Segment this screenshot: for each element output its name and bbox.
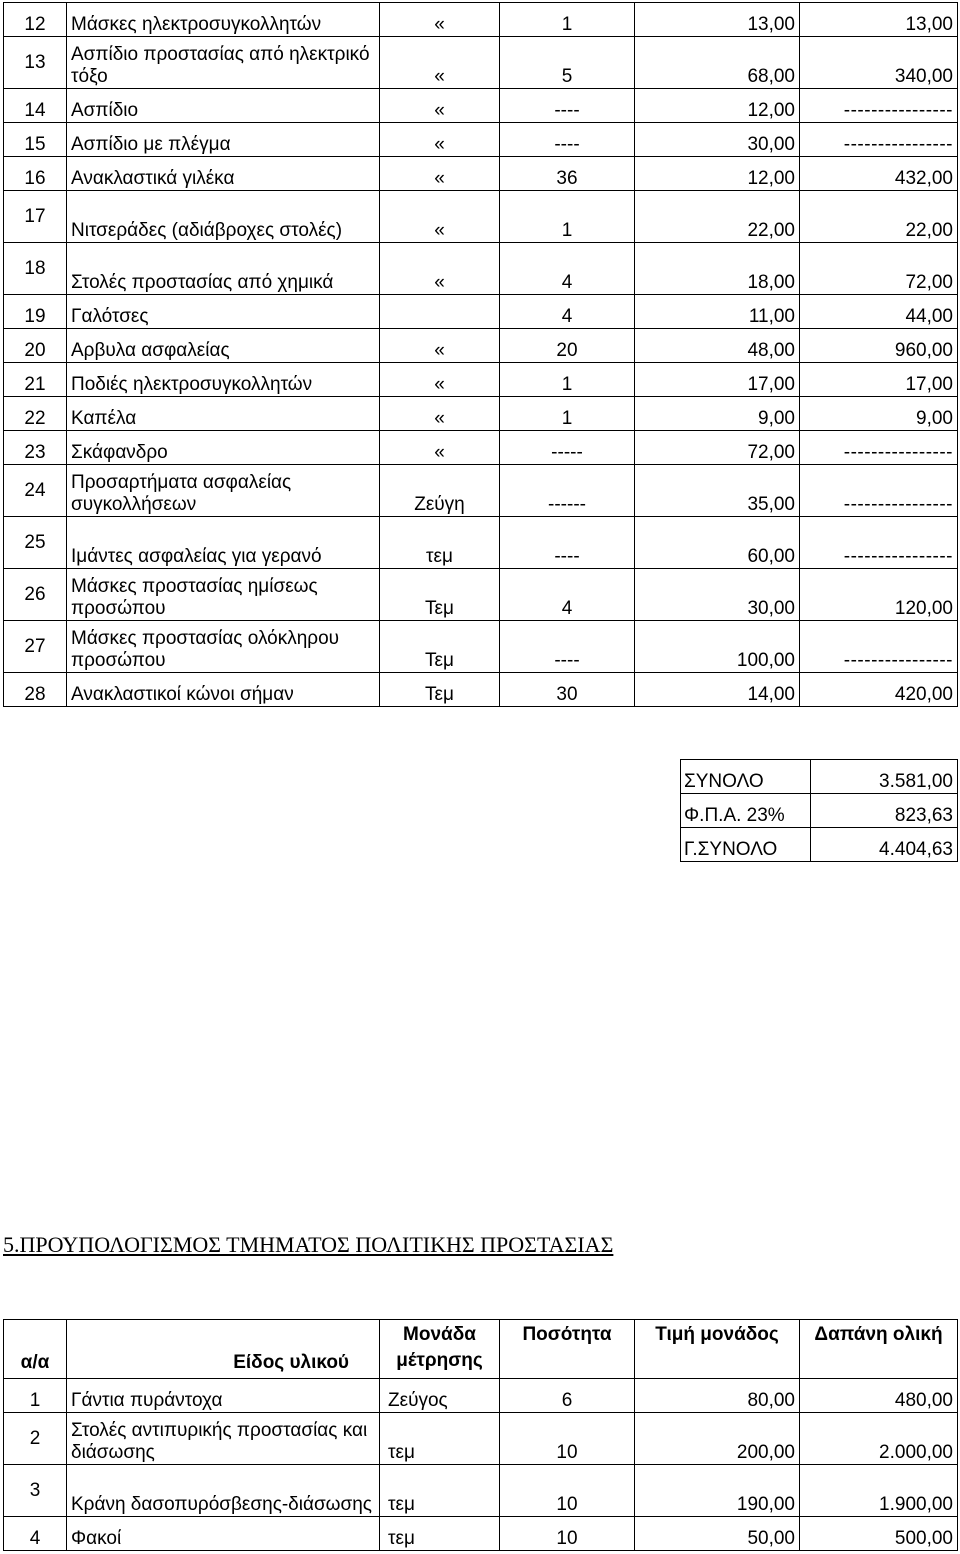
row-number: 25 xyxy=(4,517,67,569)
item-name: Καπέλα xyxy=(67,397,380,431)
row-number: 18 xyxy=(4,243,67,295)
table-row xyxy=(4,89,958,123)
row-number: 17 xyxy=(4,191,67,243)
row-number: 15 xyxy=(4,123,67,157)
quantity: 1 xyxy=(500,363,635,397)
row-number: 26 xyxy=(4,569,67,621)
unit-price: 60,00 xyxy=(635,517,800,569)
item-name: Μάσκες ηλεκτροσυγκολλητών xyxy=(67,3,380,37)
total-cost: 432,00 xyxy=(800,157,958,191)
item-name: Γάντια πυράντοχα xyxy=(67,1379,380,1413)
unit-price: 14,00 xyxy=(635,673,800,707)
unit-of-measure: « xyxy=(380,191,500,243)
table-row xyxy=(4,157,958,191)
item-name: Γαλότσες xyxy=(67,295,380,329)
table-row xyxy=(4,191,958,243)
table-row xyxy=(4,243,958,295)
totals-sum-row xyxy=(681,760,958,794)
quantity: ---- xyxy=(500,89,635,123)
quantity: ---- xyxy=(500,621,635,673)
item-name: Σκάφανδρο xyxy=(67,431,380,465)
item-name: Μάσκες προστασίας ολόκληρου προσώπου xyxy=(67,621,380,673)
unit-of-measure: Τεμ xyxy=(380,569,500,621)
total-cost: 1.900,00 xyxy=(800,1465,958,1517)
unit-price: 68,00 xyxy=(635,37,800,89)
table-row xyxy=(4,123,958,157)
sum-value: 3.581,00 xyxy=(811,760,958,794)
row-number: 23 xyxy=(4,431,67,465)
unit-of-measure: τεμ xyxy=(380,1517,500,1551)
item-name: Προσαρτήματα ασφαλείας συγκολλήσεων xyxy=(67,465,380,517)
quantity: ------ xyxy=(500,465,635,517)
table-row xyxy=(4,465,958,517)
quantity: 5 xyxy=(500,37,635,89)
table-row xyxy=(4,363,958,397)
quantity: 4 xyxy=(500,569,635,621)
totals-grand-row xyxy=(681,828,958,862)
quantity: ----- xyxy=(500,431,635,465)
unit-price: 48,00 xyxy=(635,329,800,363)
unit-price: 12,00 xyxy=(635,89,800,123)
unit-price: 11,00 xyxy=(635,295,800,329)
quantity: 36 xyxy=(500,157,635,191)
row-number: 20 xyxy=(4,329,67,363)
table-row xyxy=(4,621,958,673)
row-number: 2 xyxy=(4,1413,67,1465)
row-number: 22 xyxy=(4,397,67,431)
item-name: Στολές προστασίας από χημικά xyxy=(67,243,380,295)
row-number: 24 xyxy=(4,465,67,517)
unit-price: 35,00 xyxy=(635,465,800,517)
unit-price: 13,00 xyxy=(635,3,800,37)
unit-price: 100,00 xyxy=(635,621,800,673)
total-cost: 420,00 xyxy=(800,673,958,707)
row-number: 16 xyxy=(4,157,67,191)
total-cost: 9,00 xyxy=(800,397,958,431)
row-number: 14 xyxy=(4,89,67,123)
total-cost: ---------------- xyxy=(800,517,958,569)
ppe-budget-table-body xyxy=(4,3,958,707)
section-title: 5.ΠΡΟΥΠΟΛΟΓΙΣΜΟΣ ΤΜΗΜΑΤΟΣ ΠΟΛΙΤΙΚΗΣ ΠΡΟΣΤΑΣΙΑΣ xyxy=(3,1232,614,1257)
quantity: 10 xyxy=(500,1465,635,1517)
item-name: Στολές αντιπυρικής προστασίας και διάσωσης xyxy=(67,1413,380,1465)
unit-of-measure: τεμ xyxy=(380,1465,500,1517)
quantity: 4 xyxy=(500,295,635,329)
quantity: 30 xyxy=(500,673,635,707)
unit-price: 17,00 xyxy=(635,363,800,397)
quantity: 1 xyxy=(500,191,635,243)
table-row xyxy=(4,37,958,89)
header-unit: Μονάδα μέτρησης xyxy=(380,1320,500,1379)
table-row xyxy=(4,569,958,621)
civil-protection-budget-table xyxy=(3,1319,958,1551)
row-number: 3 xyxy=(4,1465,67,1517)
civil-protection-budget-table-body xyxy=(4,1379,958,1551)
header-aa: α/α xyxy=(4,1320,67,1379)
unit-of-measure: τεμ xyxy=(380,1413,500,1465)
unit-price: 9,00 xyxy=(635,397,800,431)
unit-of-measure: « xyxy=(380,157,500,191)
item-name: Ασπίδιο προστασίας από ηλεκτρικό τόξο xyxy=(67,37,380,89)
unit-of-measure: Τεμ xyxy=(380,673,500,707)
unit-price: 30,00 xyxy=(635,123,800,157)
quantity: 1 xyxy=(500,3,635,37)
quantity: 6 xyxy=(500,1379,635,1413)
total-cost: ---------------- xyxy=(800,431,958,465)
quantity: ---- xyxy=(500,123,635,157)
unit-of-measure xyxy=(380,295,500,329)
totals-table xyxy=(680,759,958,862)
quantity: 1 xyxy=(500,397,635,431)
total-cost: 22,00 xyxy=(800,191,958,243)
table-row xyxy=(4,431,958,465)
item-name: Νιτσεράδες (αδιάβροχες στολές) xyxy=(67,191,380,243)
unit-of-measure: « xyxy=(380,243,500,295)
table-row xyxy=(4,517,958,569)
unit-of-measure: « xyxy=(380,37,500,89)
item-name: Ανακλαστικά γιλέκα xyxy=(67,157,380,191)
header-item: Είδος υλικού xyxy=(67,1320,380,1379)
total-cost: 13,00 xyxy=(800,3,958,37)
total-cost: ---------------- xyxy=(800,621,958,673)
item-name: Ασπίδιο xyxy=(67,89,380,123)
total-cost: 17,00 xyxy=(800,363,958,397)
sum-label: ΣΥΝΟΛΟ xyxy=(681,760,811,794)
grand-total-label: Γ.ΣΥΝΟΛΟ xyxy=(681,828,811,862)
total-cost: 960,00 xyxy=(800,329,958,363)
total-cost: 72,00 xyxy=(800,243,958,295)
quantity: ---- xyxy=(500,517,635,569)
row-number: 13 xyxy=(4,37,67,89)
total-cost: 2.000,00 xyxy=(800,1413,958,1465)
vat-label: Φ.Π.Α. 23% xyxy=(681,794,811,828)
table-row xyxy=(4,329,958,363)
total-cost: 340,00 xyxy=(800,37,958,89)
item-name: Ασπίδιο με πλέγμα xyxy=(67,123,380,157)
total-cost: ---------------- xyxy=(800,465,958,517)
row-number: 27 xyxy=(4,621,67,673)
unit-of-measure: « xyxy=(380,431,500,465)
total-cost: 44,00 xyxy=(800,295,958,329)
unit-price: 12,00 xyxy=(635,157,800,191)
unit-of-measure: « xyxy=(380,363,500,397)
quantity: 20 xyxy=(500,329,635,363)
quantity: 4 xyxy=(500,243,635,295)
table-header-row xyxy=(4,1320,958,1379)
unit-of-measure: τεμ xyxy=(380,517,500,569)
unit-price: 30,00 xyxy=(635,569,800,621)
item-name: Μάσκες προστασίας ημίσεως προσώπου xyxy=(67,569,380,621)
row-number: 4 xyxy=(4,1517,67,1551)
unit-of-measure: « xyxy=(380,397,500,431)
unit-of-measure: Τεμ xyxy=(380,621,500,673)
table-row xyxy=(4,673,958,707)
unit-of-measure: « xyxy=(380,3,500,37)
header-price: Τιμή μονάδος xyxy=(635,1320,800,1379)
item-name: Ιμάντες ασφαλείας για γερανό xyxy=(67,517,380,569)
grand-total-value: 4.404,63 xyxy=(811,828,958,862)
table-row xyxy=(4,1517,958,1551)
row-number: 19 xyxy=(4,295,67,329)
unit-of-measure: Ζεύγος xyxy=(380,1379,500,1413)
item-name: Ανακλαστικοί κώνοι σήμαν xyxy=(67,673,380,707)
item-name: Κράνη δασοπυρόσβεσης-διάσωσης xyxy=(67,1465,380,1517)
table-row xyxy=(4,397,958,431)
table-row xyxy=(4,3,958,37)
unit-price: 50,00 xyxy=(635,1517,800,1551)
item-name: Αρβυλα ασφαλείας xyxy=(67,329,380,363)
unit-of-measure: Ζεύγη xyxy=(380,465,500,517)
totals-vat-row xyxy=(681,794,958,828)
ppe-budget-table xyxy=(3,2,958,707)
item-name: Φακοί xyxy=(67,1517,380,1551)
unit-price: 190,00 xyxy=(635,1465,800,1517)
unit-of-measure: « xyxy=(380,329,500,363)
unit-of-measure: « xyxy=(380,123,500,157)
unit-price: 72,00 xyxy=(635,431,800,465)
row-number: 12 xyxy=(4,3,67,37)
total-cost: 500,00 xyxy=(800,1517,958,1551)
header-total: Δαπάνη ολική xyxy=(800,1320,958,1379)
table-row xyxy=(4,1465,958,1517)
vat-value: 823,63 xyxy=(811,794,958,828)
unit-price: 80,00 xyxy=(635,1379,800,1413)
quantity: 10 xyxy=(500,1517,635,1551)
header-qty: Ποσότητα xyxy=(500,1320,635,1379)
table-row xyxy=(4,295,958,329)
unit-price: 22,00 xyxy=(635,191,800,243)
total-cost: ---------------- xyxy=(800,89,958,123)
total-cost: ---------------- xyxy=(800,123,958,157)
unit-price: 200,00 xyxy=(635,1413,800,1465)
row-number: 1 xyxy=(4,1379,67,1413)
table-row xyxy=(4,1413,958,1465)
table-row xyxy=(4,1379,958,1413)
item-name: Ποδιές ηλεκτροσυγκολλητών xyxy=(67,363,380,397)
row-number: 28 xyxy=(4,673,67,707)
total-cost: 480,00 xyxy=(800,1379,958,1413)
unit-of-measure: « xyxy=(380,89,500,123)
total-cost: 120,00 xyxy=(800,569,958,621)
unit-price: 18,00 xyxy=(635,243,800,295)
row-number: 21 xyxy=(4,363,67,397)
quantity: 10 xyxy=(500,1413,635,1465)
